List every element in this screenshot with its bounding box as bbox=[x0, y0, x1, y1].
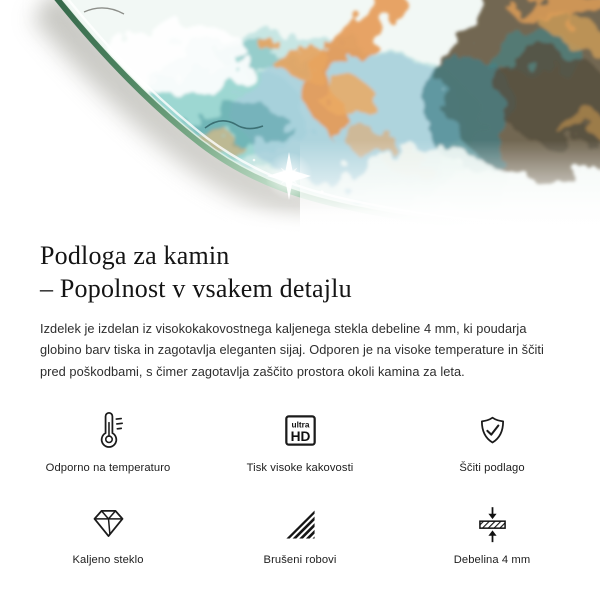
feature-label: Debelina 4 mm bbox=[453, 553, 531, 566]
feature-label: Kaljeno steklo bbox=[72, 553, 144, 566]
page-title-line1: Podloga za kamin bbox=[40, 241, 230, 270]
ultra-hd-icon bbox=[279, 409, 322, 452]
feature-polished-edges bbox=[204, 498, 396, 566]
glass-panel-illustration bbox=[0, 0, 600, 235]
thermometer-icon bbox=[87, 409, 130, 452]
ultra-hd-icon-text-top: ultra bbox=[291, 419, 309, 430]
product-description: Izdelek je izdelan iz visokokakovostnega kaljenega stekla debeline 4 mm, ki poudarja globino barv tiska in zagotavlja eleganten sijaj. Odporen je na visoke temperature in ščiti pred poškodbami, s čimer zagotavlja zaščito prostora okoli kamina za leta. bbox=[40, 320, 544, 379]
shield-check-icon bbox=[472, 411, 513, 452]
feature-label: Tisk visoke kakovosti bbox=[246, 461, 354, 474]
diamond-icon bbox=[88, 503, 129, 544]
feature-temperature bbox=[12, 406, 204, 474]
page-title-line2: – Popolnost v vsakem detajlu bbox=[40, 274, 352, 304]
feature-label: Ščiti podlago bbox=[459, 461, 525, 474]
feature-thickness bbox=[396, 498, 588, 566]
feature-protection bbox=[396, 406, 588, 474]
hero-fade-bottom bbox=[0, 206, 600, 235]
feature-label: Brušeni robovi bbox=[263, 553, 337, 566]
ultra-hd-icon-text-bottom: HD bbox=[290, 428, 310, 444]
feature-grid bbox=[0, 406, 600, 566]
feature-print-quality bbox=[204, 406, 396, 474]
feature-tempered-glass bbox=[12, 498, 204, 566]
hero-product-image bbox=[0, 0, 600, 235]
page-title bbox=[40, 239, 562, 306]
content-section bbox=[0, 235, 600, 382]
polished-edges-icon bbox=[281, 505, 320, 544]
thickness-icon bbox=[472, 503, 513, 544]
feature-label: Odporno na temperaturo bbox=[45, 461, 171, 474]
